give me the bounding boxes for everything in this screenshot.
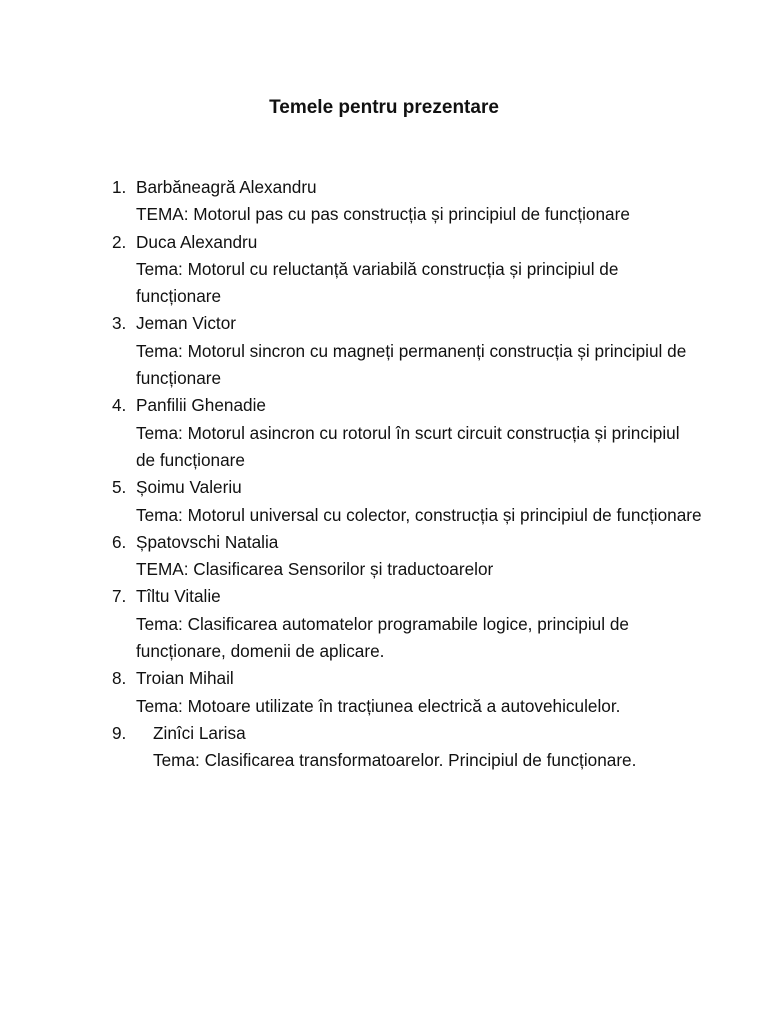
- presentation-topic: Tema: Clasificarea transformatoarelor. Principiul de funcționare.: [153, 750, 637, 771]
- item-number: 3.: [112, 313, 127, 334]
- presentation-topic: Tema: Motorul asincron cu rotorul în scurt circuit construcția și principiul de funcționare: [136, 422, 680, 470]
- list-item: [112, 583, 702, 665]
- presentation-topic: Tema: Motorul cu reluctanță variabilă construcția și principiul de funcționare: [136, 258, 619, 307]
- student-name: Șpatovschi Natalia: [136, 531, 279, 552]
- item-number: 8.: [112, 668, 127, 689]
- student-name: Troian Mihail: [136, 668, 234, 689]
- item-number: 2.: [112, 231, 127, 252]
- list-item: [112, 529, 702, 584]
- student-name: Tîltu Vitalie: [136, 586, 221, 607]
- item-number: 9.: [112, 722, 127, 743]
- item-number: 7.: [112, 586, 127, 607]
- list-item: [112, 392, 702, 474]
- list-item: [112, 665, 702, 720]
- student-name: Panfilii Ghenadie: [136, 395, 266, 416]
- student-name: Barbăneagră Alexandru: [136, 177, 317, 197]
- presentation-topic: TEMA: Clasificarea Sensorilor și traductoarelor: [136, 559, 494, 580]
- presentation-list: [112, 174, 702, 775]
- student-name: Șoimu Valeriu: [136, 477, 242, 498]
- student-name: Duca Alexandru: [136, 231, 258, 252]
- presentation-topic: TEMA: Motorul pas cu pas construcția și principiul de funcționare: [136, 204, 630, 225]
- presentation-topic: Tema: Motorul universal cu colector, construcția și principiul de funcționare: [136, 504, 702, 525]
- item-number: 5.: [112, 477, 127, 498]
- presentation-topic: Tema: Clasificarea automatelor programabile logice, principiul de funcționare, domenii de aplicare.: [136, 613, 629, 662]
- list-item: [112, 174, 702, 229]
- presentation-topic: Tema: Motoare utilizate în tracțiunea electrică a autovehiculelor.: [136, 695, 621, 716]
- item-number: 1.: [112, 177, 127, 197]
- student-name: Jeman Victor: [136, 313, 236, 334]
- page-title: Temele pentru prezentare: [269, 97, 499, 118]
- presentation-topic: Tema: Motorul sincron cu magneți permanenți construcția și principiul de funcționare: [136, 340, 687, 389]
- list-item: [112, 720, 702, 775]
- item-number: 4.: [112, 395, 127, 416]
- item-number: 6.: [112, 531, 127, 552]
- student-name: Zinîci Larisa: [153, 722, 246, 743]
- list-item: [112, 229, 702, 311]
- list-item: [112, 310, 702, 392]
- list-item: [112, 474, 702, 529]
